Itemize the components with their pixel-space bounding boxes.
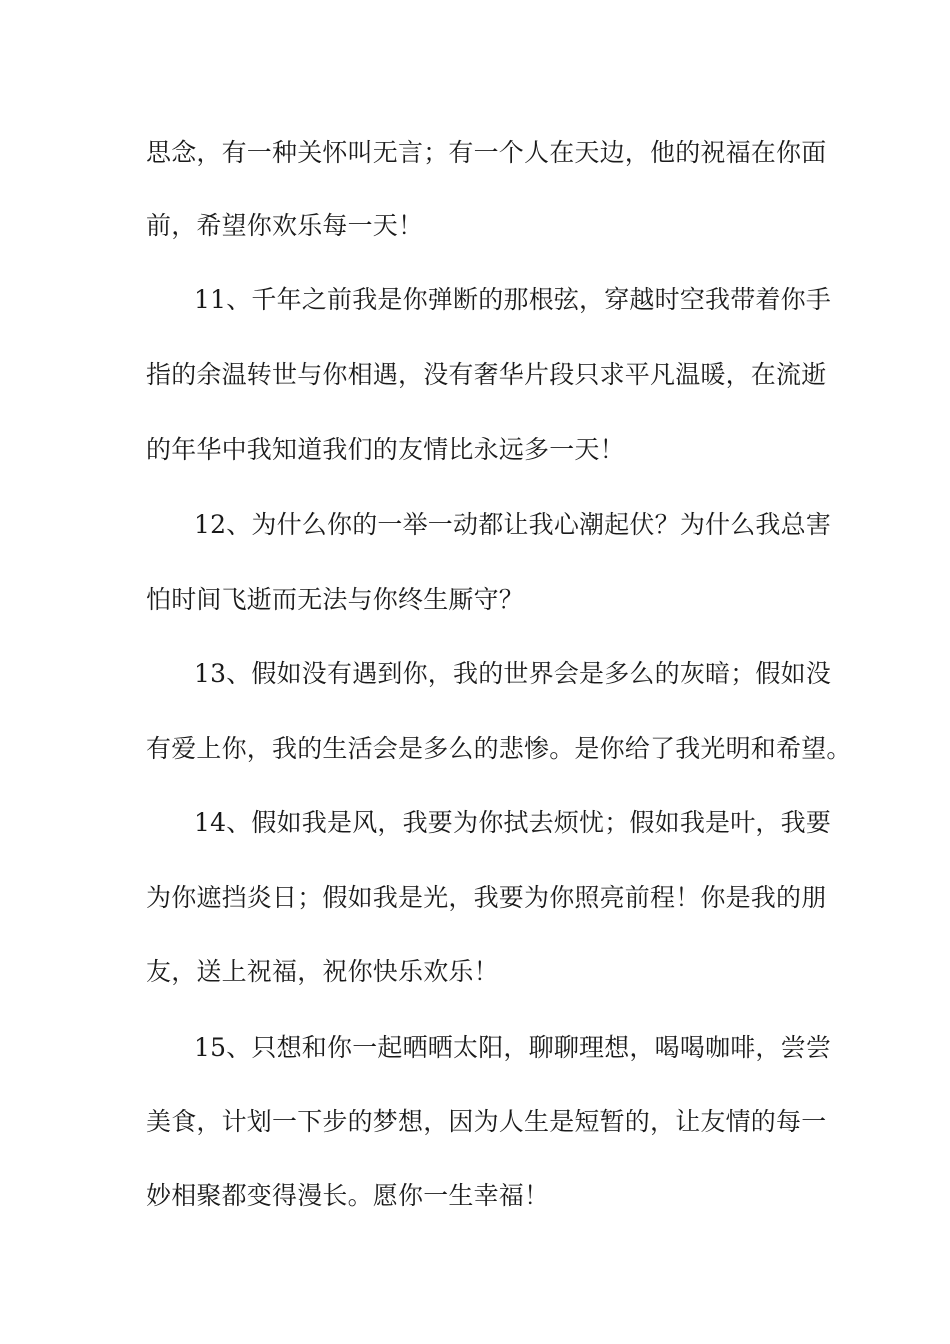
paragraph-15-first-line: 15、只想和你一起晒晒太阳，聊聊理想，喝喝咖啡，尝尝 [194, 1033, 832, 1062]
text-line: 思念，有一种关怀叫无言；有一个人在天边，他的祝福在你面 [146, 138, 827, 167]
text-line: 为你遮挡炎日；假如我是光，我要为你照亮前程！你是我的朋 [146, 883, 827, 912]
text-line: 指的余温转世与你相遇，没有奢华片段只求平凡温暖，在流逝 [146, 360, 827, 389]
paragraph-11-first-line: 11、千年之前我是你弹断的那根弦，穿越时空我带着你手 [194, 285, 832, 314]
text-line: 怕时间飞逝而无法与你终生厮守？ [146, 585, 525, 614]
text-line: 美食，计划一下步的梦想，因为人生是短暂的，让友情的每一 [146, 1107, 827, 1136]
text-line: 妙相聚都变得漫长。愿你一生幸福！ [146, 1181, 550, 1210]
text-line: 友，送上祝福，祝你快乐欢乐！ [146, 957, 499, 986]
paragraph-12-first-line: 12、为什么你的一举一动都让我心潮起伏？为什么我总害 [194, 510, 832, 539]
paragraph-13-first-line: 13、假如没有遇到你，我的世界会是多么的灰暗；假如没 [194, 659, 832, 688]
text-line: 前，希望你欢乐每一天！ [146, 211, 424, 240]
text-line: 有爱上你，我的生活会是多么的悲惨。是你给了我光明和希望。 [146, 734, 852, 763]
paragraph-14-first-line: 14、假如我是风，我要为你拭去烦忧；假如我是叶，我要 [194, 808, 832, 837]
text-line: 的年华中我知道我们的友情比永远多一天！ [146, 435, 625, 464]
